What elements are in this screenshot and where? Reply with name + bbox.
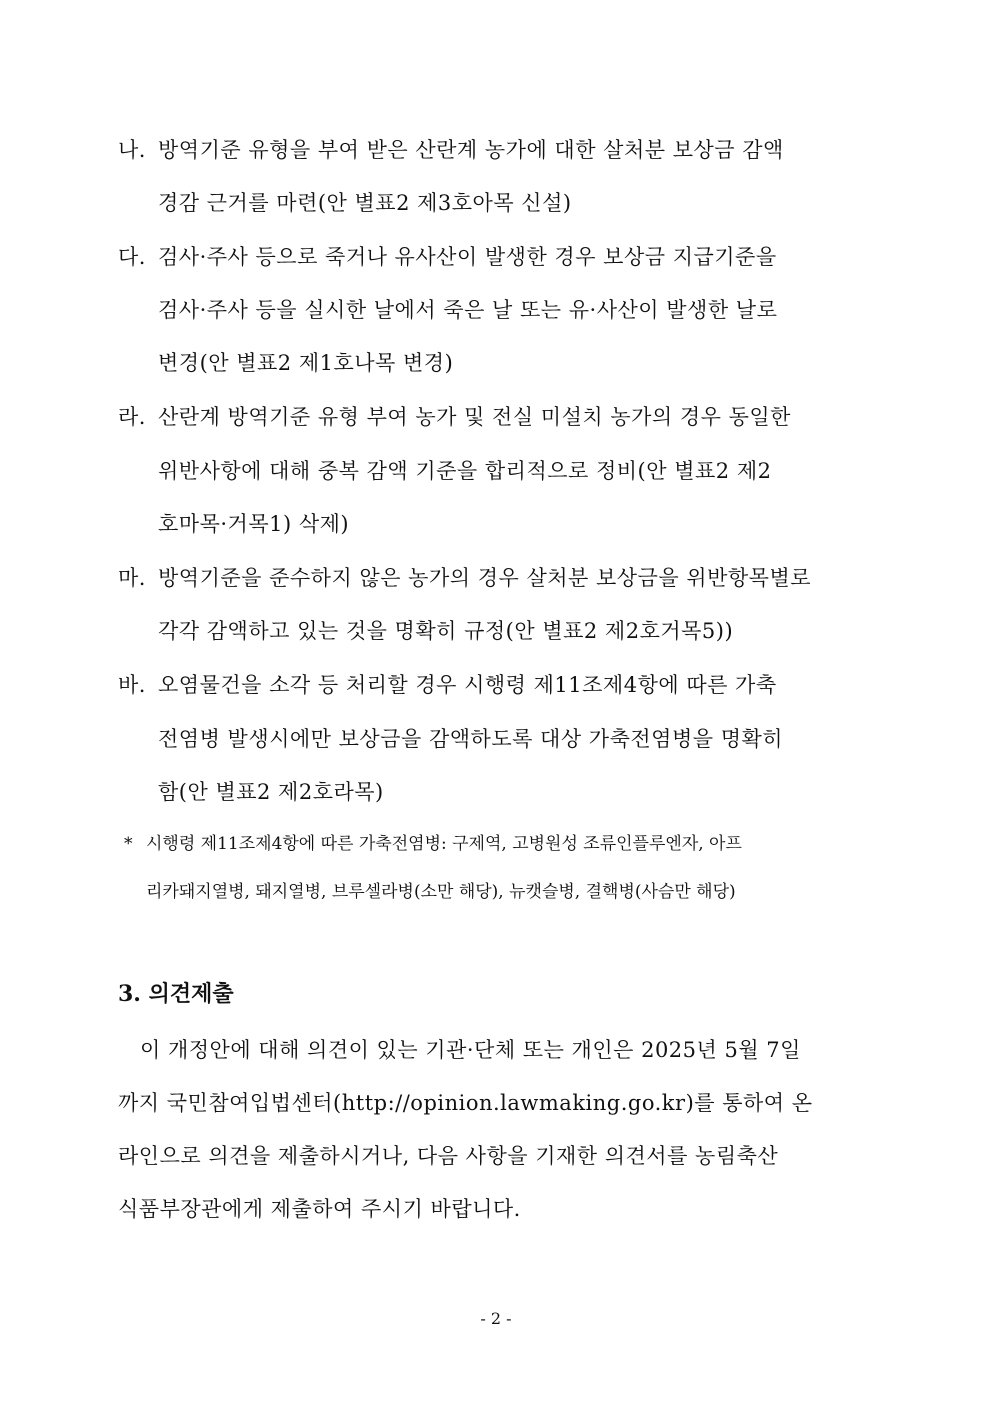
item-na-line-1 <box>118 136 784 164</box>
item-da-text-3: 변경(안 별표2 제1호나목 변경) <box>158 351 454 375</box>
item-ra-line-3 <box>158 510 349 538</box>
item-ma-line-2 <box>158 617 733 645</box>
item-ba-text-1: 오염물건을 소각 등 처리할 경우 시행령 제11조제4항에 따른 가축 <box>158 673 777 697</box>
item-da-line-2 <box>158 296 777 324</box>
section-3-text-2: 까지 국민참여입법센터(http://opinion.lawmaking.go.kr)를 통하여 온 <box>118 1091 813 1115</box>
item-ra-text-1: 산란계 방역기준 유형 부여 농가 및 전실 미설치 농가의 경우 동일한 <box>158 405 791 429</box>
footnote-line-2 <box>146 880 736 904</box>
section-3-line-4 <box>118 1195 521 1223</box>
item-na-text-1: 방역기준 유형을 부여 받은 산란계 농가에 대한 살처분 보상금 감액 <box>158 138 784 162</box>
page-number: - 2 - <box>480 1309 512 1328</box>
item-ba-line-3 <box>158 778 384 806</box>
item-da-line-3 <box>158 349 453 377</box>
section-3-text-3: 라인으로 의견을 제출하시거나, 다음 사항을 기재한 의견서를 농림축산 <box>118 1144 779 1168</box>
section-3-line-1 <box>140 1036 801 1064</box>
section-3-text-1: 이 개정안에 대해 의견이 있는 기관·단체 또는 개인은 2025년 5월 7일 <box>140 1038 801 1062</box>
item-na-line-2 <box>158 189 572 217</box>
item-ma-text-2: 각각 감액하고 있는 것을 명확히 규정(안 별표2 제2호거목5)) <box>158 619 734 643</box>
section-3-text-4: 식품부장관에게 제출하여 주시기 바랍니다. <box>118 1197 521 1221</box>
item-da-text-2: 검사·주사 등을 실시한 날에서 죽은 날 또는 유·사산이 발생한 날로 <box>158 298 778 322</box>
item-ba-line-1 <box>118 671 777 699</box>
section-3-line-2 <box>118 1089 813 1117</box>
item-da-label: 다. <box>118 245 146 269</box>
item-ma-text-1: 방역기준을 준수하지 않은 농가의 경우 살처분 보상금을 위반항목별로 <box>158 566 812 590</box>
footnote-line-1 <box>124 832 742 856</box>
footnote-text-2: 리카돼지열병, 돼지열병, 브루셀라병(소만 해당), 뉴캣슬병, 결핵병(사슴만 해당) <box>146 882 736 902</box>
item-ba-line-2 <box>158 725 783 753</box>
footnote-marker: * <box>124 834 133 854</box>
item-na-text-2: 경감 근거를 마련(안 별표2 제3호아목 신설) <box>158 191 572 215</box>
item-ma-line-1 <box>118 564 811 592</box>
item-ra-line-2 <box>158 457 771 485</box>
item-ba-label: 바. <box>118 673 146 697</box>
item-ra-text-3: 호마목·거목1) 삭제) <box>158 512 350 536</box>
item-da-text-1: 검사·주사 등으로 죽거나 유사산이 발생한 경우 보상금 지급기준을 <box>158 245 777 269</box>
footnote-text-1: 시행령 제11조제4항에 따른 가축전염병: 구제역, 고병원성 조류인플루엔자, 아프 <box>146 834 742 854</box>
section-3-heading: 3. 의견제출 <box>118 981 234 1007</box>
item-ba-text-3: 함(안 별표2 제2호라목) <box>158 780 384 804</box>
item-ra-text-2: 위반사항에 대해 중복 감액 기준을 합리적으로 정비(안 별표2 제2 <box>158 459 772 483</box>
section-3-line-3 <box>118 1142 778 1170</box>
item-ra-line-1 <box>118 403 791 431</box>
item-ba-text-2: 전염병 발생시에만 보상금을 감액하도록 대상 가축전염병을 명확히 <box>158 727 784 751</box>
item-da-line-1 <box>118 243 777 271</box>
item-ma-label: 마. <box>118 566 146 590</box>
item-ra-label: 라. <box>118 405 146 429</box>
item-na-label: 나. <box>118 138 146 162</box>
